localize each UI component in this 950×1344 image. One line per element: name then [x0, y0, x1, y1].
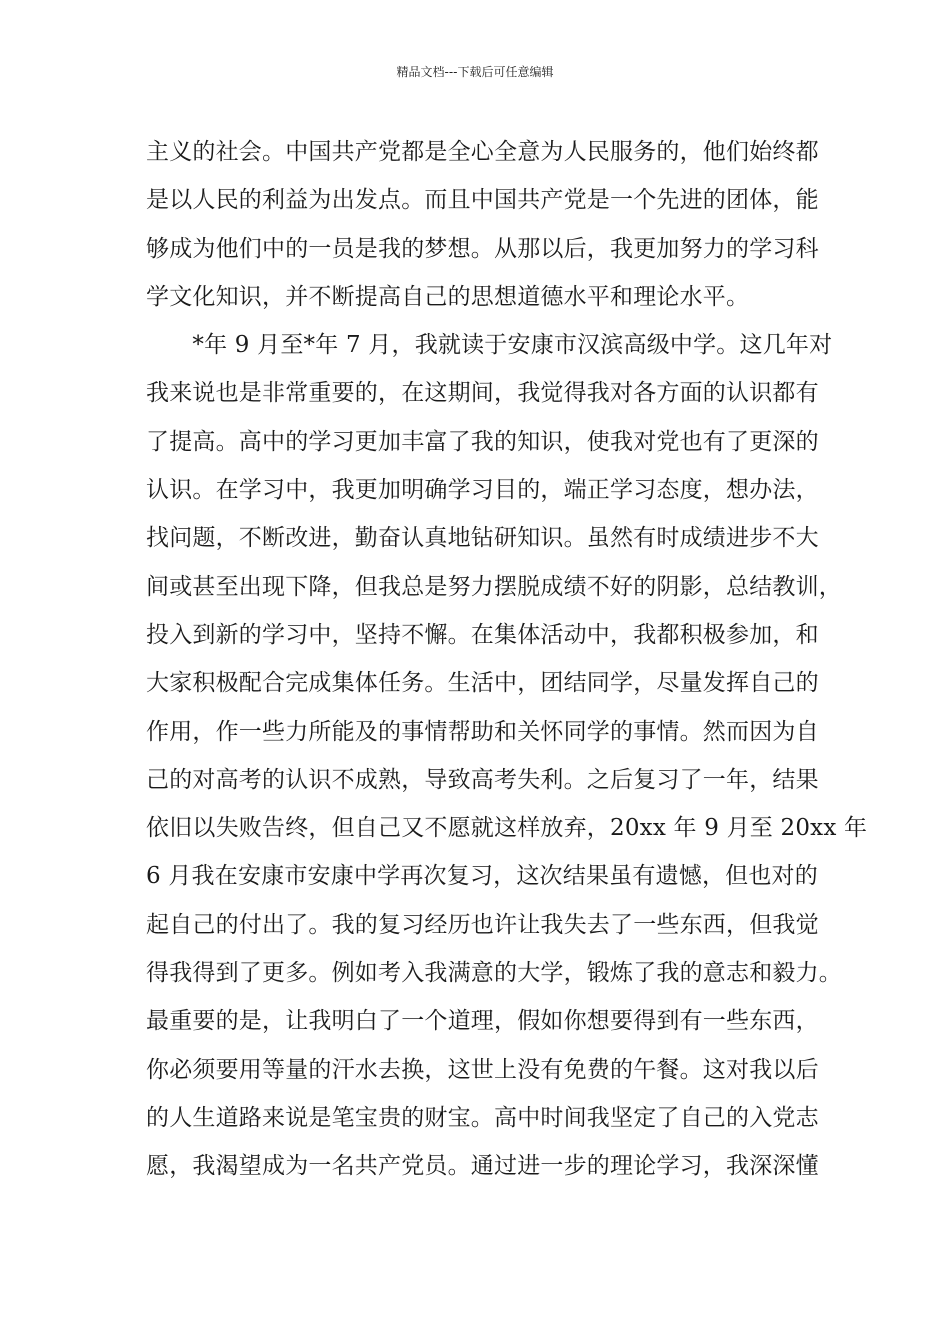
text-line: 愿，我渴望成为一名共产党员。通过进一步的理论学习，我深深懂	[146, 1153, 819, 1180]
text-line: 最重要的是，让我明白了一个道理，假如你想要得到有一些东西，	[146, 1008, 819, 1035]
text-line: 6 月我在安康市安康中学再次复习，这次结果虽有遗憾，但也对的	[146, 863, 818, 890]
text-line: 得我得到了更多。例如考入我满意的大学，锻炼了我的意志和毅力。	[146, 960, 842, 987]
text-line: 依旧以失败告终，但自己又不愿就这样放弃，20xx 年 9 月至 20xx 年	[146, 815, 868, 842]
text-line: 我来说也是非常重要的，在这期间，我觉得我对各方面的认识都有	[146, 380, 819, 407]
text-line: 投入到新的学习中，坚持不懈。在集体活动中，我都积极参加，和	[146, 621, 819, 648]
text-line: 间或甚至出现下降，但我总是努力摆脱成绩不好的阴影，总结教训，	[146, 573, 842, 600]
text-line: 学文化知识，并不断提高自己的思想道德水平和理论水平。	[146, 283, 750, 310]
text-line: 你必须要用等量的汗水去换，这世上没有免费的午餐。这对我以后	[146, 1056, 819, 1083]
text-line: 了提高。高中的学习更加丰富了我的知识，使我对党也有了更深的	[146, 428, 819, 455]
text-line: 主义的社会。中国共产党都是全心全意为人民服务的，他们始终都	[146, 139, 819, 165]
document-body	[146, 128, 868, 1191]
text-line: 认识。在学习中，我更加明确学习目的，端正学习态度，想办法，	[146, 477, 819, 504]
text-line: 是以人民的利益为出发点。而且中国共产党是一个先进的团体，能	[146, 187, 819, 214]
text-line: 起自己的付出了。我的复习经历也许让我失去了一些东西，但我觉	[146, 911, 819, 938]
page-header: 精品文档---下载后可任意编辑	[396, 65, 554, 79]
text-line: *年 9 月至*年 7 月，我就读于安康市汉滨高级中学。这几年对	[146, 332, 833, 359]
text-line: 够成为他们中的一员是我的梦想。从那以后，我更加努力的学习科	[146, 235, 819, 262]
text-line: 己的对高考的认识不成熟，导致高考失利。之后复习了一年，结果	[146, 766, 819, 793]
text-line: 大家积极配合完成集体任务。生活中，团结同学，尽量发挥自己的	[146, 670, 819, 697]
text-line: 作用，作一些力所能及的事情帮助和关怀同学的事情。然而因为自	[146, 718, 819, 745]
text-line: 找问题，不断改进，勤奋认真地钻研知识。虽然有时成绩进步不大	[146, 525, 819, 552]
text-line: 的人生道路来说是笔宝贵的财宝。高中时间我坚定了自己的入党志	[146, 1104, 819, 1131]
